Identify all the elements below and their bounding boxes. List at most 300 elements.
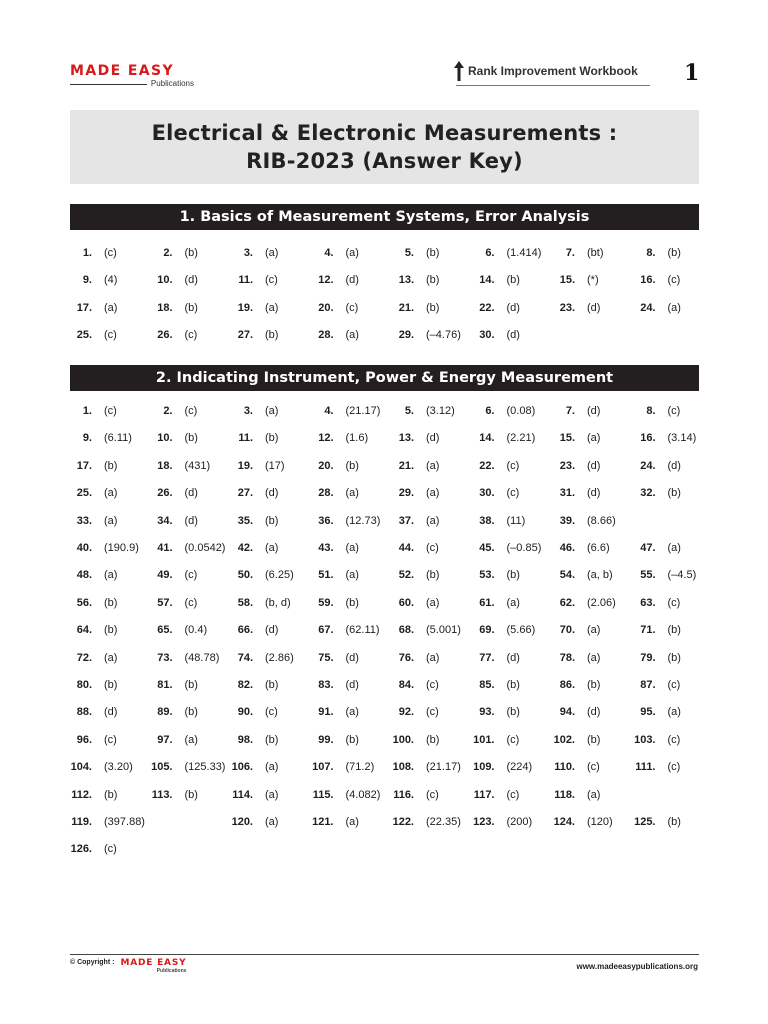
question-number: 55.: [640, 569, 656, 582]
question-number: 22.: [479, 459, 495, 472]
answer-value: (190.9): [104, 542, 139, 554]
answer-value: (b): [184, 706, 198, 719]
answer-value: (c): [667, 679, 681, 691]
answer-value: (2.06): [587, 596, 616, 609]
question-number: 48.: [76, 569, 92, 582]
answer-value: (1.6): [345, 432, 369, 445]
question-number: 41.: [157, 542, 173, 554]
answer-value: (b): [506, 569, 520, 582]
answer-value: (b): [667, 651, 681, 664]
answer-value: (4): [104, 274, 118, 287]
question-number: 77.: [479, 651, 495, 664]
question-number: 80.: [76, 679, 92, 691]
question-number: 30.: [479, 487, 495, 500]
question-number: 65.: [157, 624, 173, 637]
question-number: 9.: [82, 432, 92, 445]
question-number: 16.: [640, 432, 656, 445]
answer-value: (c): [506, 788, 520, 801]
answer-value: (b): [265, 329, 279, 342]
answer-value: (b): [345, 596, 359, 609]
answer-value: (d): [184, 514, 198, 527]
question-number: 31.: [559, 487, 575, 500]
answer-value: (b): [345, 459, 359, 472]
question-number: 40.: [76, 542, 92, 554]
question-number: 110.: [554, 761, 575, 774]
question-number: 87.: [640, 679, 656, 691]
question-number: 95.: [640, 706, 656, 719]
question-number: 113.: [151, 788, 173, 801]
answer-value: (a): [104, 651, 118, 664]
question-number: 75.: [318, 651, 334, 664]
answer-value: (b): [426, 569, 440, 582]
answer-value: (d): [506, 329, 520, 342]
answer-value: (a): [587, 624, 601, 637]
question-number: 15.: [559, 274, 575, 287]
question-number: 20.: [318, 459, 334, 472]
answer-value: (2.21): [506, 432, 536, 445]
answer-value: (c): [104, 843, 117, 856]
answer-value: (b): [265, 432, 279, 445]
answer-value: (b): [184, 679, 198, 691]
answer-value: (a): [265, 405, 279, 417]
question-number: 52.: [398, 569, 414, 582]
question-number: 94.: [559, 706, 575, 719]
answer-value: (c): [104, 405, 117, 417]
answer-value: (b): [587, 679, 601, 691]
question-number: 125.: [634, 816, 656, 828]
question-number: 59.: [318, 596, 334, 609]
answer-value: (0.08): [506, 405, 536, 417]
question-number: 116.: [393, 788, 414, 801]
answer-value: (17): [265, 459, 285, 472]
question-number: 91.: [318, 706, 334, 719]
answer-value: (c): [426, 706, 439, 719]
question-number: 9.: [82, 274, 92, 287]
question-number: 119.: [71, 816, 92, 828]
question-number: 23.: [559, 301, 575, 314]
question-number: 1.: [82, 405, 92, 417]
question-number: 23.: [559, 459, 575, 472]
answer-value: (a): [667, 301, 681, 314]
question-number: 120.: [231, 816, 253, 828]
answer-value: (b): [104, 679, 118, 691]
answer-value: (b): [667, 247, 681, 259]
question-number: 25.: [76, 329, 92, 342]
answer-value: (22.35): [426, 816, 461, 828]
question-number: 28.: [318, 487, 334, 500]
question-number: 63.: [640, 596, 656, 609]
question-number: 88.: [76, 706, 92, 719]
question-number: 83.: [318, 679, 334, 691]
question-number: 62.: [559, 596, 575, 609]
question-number: 6.: [485, 247, 495, 259]
answer-value: (b): [667, 624, 681, 637]
question-number: 8.: [646, 247, 656, 259]
question-number: 106.: [231, 761, 253, 774]
question-number: 98.: [237, 733, 253, 746]
footer-logo: [120, 959, 186, 975]
question-number: 68.: [398, 624, 414, 637]
question-number: 51.: [318, 569, 334, 582]
question-number: 104.: [70, 761, 92, 774]
question-number: 109.: [473, 761, 495, 774]
answer-value: (a): [426, 459, 440, 472]
question-number: 21.: [398, 301, 414, 314]
question-number: 29.: [398, 487, 414, 500]
question-number: 114.: [232, 788, 253, 801]
question-number: 12.: [318, 274, 334, 287]
question-number: 4.: [324, 405, 334, 417]
answer-value: (a): [667, 542, 681, 554]
answer-value: (c): [265, 274, 278, 287]
question-number: 66.: [237, 624, 253, 637]
answer-value: (a): [345, 706, 359, 719]
question-number: 123.: [473, 816, 495, 828]
question-number: 30.: [479, 329, 495, 342]
question-number: 74.: [237, 651, 253, 664]
answer-value: (c): [265, 706, 278, 719]
question-number: 26.: [157, 487, 173, 500]
answer-value: (a): [506, 596, 520, 609]
answer-value: (b): [184, 788, 198, 801]
answer-value: (b): [104, 624, 118, 637]
question-number: 11.: [238, 274, 253, 287]
question-number: 56.: [76, 596, 92, 609]
answer-value: (d): [587, 301, 601, 314]
question-number: 69.: [479, 624, 495, 637]
question-number: 71.: [640, 624, 656, 637]
answer-value: (d): [345, 651, 359, 664]
question-number: 18.: [157, 459, 173, 472]
question-number: 50.: [237, 569, 253, 582]
page-number: 1: [684, 60, 700, 86]
footer-url: www.madeeasypublications.org: [576, 962, 698, 971]
question-number: 14.: [479, 274, 495, 287]
answer-value: (c): [184, 329, 198, 342]
question-number: 6.: [485, 405, 495, 417]
question-number: 2.: [163, 405, 173, 417]
answer-value: (2.86): [265, 651, 294, 664]
answer-value: (c): [426, 542, 439, 554]
question-number: 99.: [318, 733, 334, 746]
answer-value: (62.11): [345, 624, 380, 637]
answer-value: (b): [667, 816, 681, 828]
answer-value: (c): [506, 459, 520, 472]
question-number: 82.: [237, 679, 253, 691]
answer-value: (b): [104, 788, 118, 801]
question-number: 27.: [237, 329, 253, 342]
answer-value: (d): [587, 459, 601, 472]
question-number: 79.: [640, 651, 656, 664]
question-number: 3.: [243, 247, 253, 259]
question-number: 20.: [318, 301, 334, 314]
answer-value: (c): [506, 733, 520, 746]
answer-value: (c): [184, 569, 198, 582]
answer-value: (1.414): [506, 247, 542, 259]
answer-value: (11): [506, 514, 526, 527]
answer-value: (b): [345, 733, 359, 746]
question-number: 42.: [237, 542, 253, 554]
answer-value: (6.11): [104, 432, 132, 445]
footer-divider: [70, 954, 699, 955]
answer-value: (d): [184, 487, 198, 500]
answer-value: (a): [265, 761, 279, 774]
answer-value: (b): [506, 706, 520, 719]
question-number: 90.: [237, 706, 253, 719]
answer-value: (a): [104, 487, 118, 500]
answer-value: (a): [345, 247, 359, 259]
question-number: 46.: [559, 542, 575, 554]
answer-value: (b): [426, 247, 440, 259]
answer-value: (3.14): [667, 432, 697, 445]
question-number: 121.: [312, 816, 334, 828]
answer-value: (a): [426, 651, 440, 664]
answer-value: (c): [667, 405, 681, 417]
question-number: 7.: [565, 247, 575, 259]
answer-value: (0.0542): [184, 542, 226, 554]
answer-value: (a): [345, 816, 359, 828]
answer-value: (3.12): [426, 405, 455, 417]
question-number: 58.: [237, 596, 253, 609]
answer-value: (b): [184, 247, 198, 259]
copyright-text: © Copyright :: [70, 959, 115, 966]
answer-value: (3.20): [104, 761, 133, 774]
answer-value: (8.66): [587, 514, 616, 527]
question-number: 105.: [151, 761, 173, 774]
answer-value: (c): [506, 487, 520, 500]
question-number: 16.: [640, 274, 656, 287]
section-2-heading: 2. Indicating Instrument, Power & Energy Measurement: [70, 365, 699, 391]
answer-value: (b): [104, 459, 118, 472]
question-number: 103.: [634, 733, 656, 746]
question-number: 27.: [237, 487, 253, 500]
question-number: 85.: [479, 679, 495, 691]
question-number: 10.: [157, 274, 173, 287]
question-number: 86.: [559, 679, 575, 691]
answer-value: (a): [184, 733, 198, 746]
answer-value: (b): [506, 679, 520, 691]
answer-value: (c): [345, 301, 359, 314]
question-number: 70.: [559, 624, 575, 637]
question-number: 84.: [398, 679, 414, 691]
page-title-line-2: RIB-2023 (Answer Key): [246, 149, 523, 173]
question-number: 61.: [479, 596, 495, 609]
question-number: 101.: [473, 733, 495, 746]
answer-value: (a): [265, 247, 279, 259]
question-number: 2.: [163, 247, 173, 259]
question-number: 112.: [71, 788, 92, 801]
question-number: 29.: [398, 329, 414, 342]
answer-value: (c): [426, 788, 439, 801]
question-number: 89.: [157, 706, 173, 719]
answer-value: (a): [265, 816, 279, 828]
question-number: 72.: [76, 651, 92, 664]
answer-value: (397.88): [104, 816, 145, 828]
question-number: 18.: [157, 301, 173, 314]
question-number: 78.: [559, 651, 575, 664]
answer-value: (b): [265, 679, 279, 691]
answer-value: (c): [104, 733, 117, 746]
footer-logo-text: MADE EASY: [120, 958, 187, 968]
answer-value: (c): [587, 761, 600, 774]
workbook-title: Rank Improvement Workbook: [468, 64, 638, 78]
answer-value: (431): [184, 459, 211, 472]
question-number: 21.: [398, 459, 414, 472]
question-number: 19.: [237, 459, 253, 472]
question-number: 117.: [473, 788, 495, 801]
answer-value: (6.6): [587, 542, 610, 554]
question-number: 26.: [157, 329, 173, 342]
answer-value: (a): [345, 569, 359, 582]
question-number: 102.: [553, 733, 575, 746]
question-number: 49.: [157, 569, 173, 582]
answer-value: (–4.5): [667, 569, 697, 582]
answer-value: (d): [506, 651, 520, 664]
question-number: 73.: [157, 651, 173, 664]
question-number: 1.: [82, 247, 92, 259]
question-number: 5.: [404, 247, 414, 259]
answer-value: (d): [587, 487, 601, 500]
answer-value: (a): [426, 514, 440, 527]
answer-value: (*): [587, 274, 599, 287]
question-number: 25.: [76, 487, 92, 500]
answer-value: (d): [587, 706, 601, 719]
answer-value: (c): [667, 274, 681, 287]
question-number: 54.: [559, 569, 575, 582]
answer-value: (a): [587, 651, 601, 664]
question-number: 10.: [157, 432, 173, 445]
question-number: 13.: [398, 432, 414, 445]
answer-value: (d): [345, 679, 359, 691]
answer-value: (b): [184, 432, 198, 445]
answer-value: (6.25): [265, 569, 294, 582]
answer-value: (a): [104, 301, 118, 314]
question-number: 34.: [157, 514, 173, 527]
page-title-line-1: Electrical & Electronic Measurements :: [151, 121, 618, 145]
answer-value: (–0.85): [506, 542, 542, 554]
question-number: 122.: [392, 816, 414, 828]
answer-value: (a): [265, 542, 279, 554]
answer-value: (b): [104, 596, 118, 609]
answer-value: (b): [265, 733, 279, 746]
answer-value: (48.78): [184, 651, 220, 664]
question-number: 118.: [554, 788, 575, 801]
question-number: 38.: [479, 514, 495, 527]
section-2-answer-grid: [70, 0, 699, 1024]
answer-value: (c): [426, 679, 439, 691]
answer-value: (a): [426, 596, 440, 609]
question-number: 8.: [646, 405, 656, 417]
question-number: 97.: [157, 733, 173, 746]
question-number: 76.: [398, 651, 414, 664]
answer-value: (d): [506, 301, 520, 314]
question-number: 47.: [640, 542, 656, 554]
question-number: 35.: [237, 514, 253, 527]
answer-value: (b): [184, 301, 198, 314]
question-number: 24.: [640, 459, 656, 472]
question-number: 111.: [635, 761, 656, 774]
answer-value: (120): [587, 816, 613, 828]
question-number: 33.: [76, 514, 92, 527]
answer-value: (5.001): [426, 624, 461, 637]
question-number: 92.: [398, 706, 414, 719]
answer-value: (b): [426, 274, 440, 287]
question-number: 14.: [479, 432, 495, 445]
answer-value: (d): [426, 432, 440, 445]
question-number: 107.: [312, 761, 334, 774]
answer-value: (b): [426, 733, 440, 746]
answer-value: (bt): [587, 247, 604, 259]
question-number: 3.: [243, 405, 253, 417]
answer-value: (a, b): [587, 569, 613, 582]
answer-value: (a): [265, 788, 279, 801]
answer-value: (0.4): [184, 624, 208, 637]
question-number: 32.: [640, 487, 656, 500]
answer-value: (c): [104, 329, 117, 342]
question-number: 17.: [76, 301, 92, 314]
question-number: 13.: [398, 274, 414, 287]
question-number: 53.: [479, 569, 495, 582]
answer-value: (d): [345, 274, 359, 287]
answer-value: (125.33): [184, 761, 226, 774]
answer-value: (b): [265, 514, 279, 527]
footer-copyright: [70, 959, 186, 975]
answer-value: (d): [104, 706, 118, 719]
answer-value: (c): [104, 247, 117, 259]
question-number: 93.: [479, 706, 495, 719]
answer-value: (b): [426, 301, 440, 314]
question-number: 15.: [559, 432, 575, 445]
answer-value: (d): [265, 624, 279, 637]
answer-value: (d): [184, 274, 198, 287]
question-number: 115.: [312, 788, 334, 801]
answer-value: (200): [506, 816, 533, 828]
logo-subtitle: Publications: [150, 79, 194, 88]
answer-value: (c): [667, 761, 681, 774]
answer-value: (b): [587, 733, 601, 746]
footer-logo-subtitle: Publications: [156, 968, 187, 974]
answer-value: (21.17): [426, 761, 461, 774]
question-number: 126.: [70, 843, 92, 856]
question-number: 67.: [318, 624, 334, 637]
question-number: 108.: [392, 761, 414, 774]
question-number: 43.: [318, 542, 334, 554]
question-number: 81.: [157, 679, 173, 691]
question-number: 57.: [157, 596, 173, 609]
answer-value: (5.66): [506, 624, 536, 637]
answer-value: (a): [345, 487, 359, 500]
question-number: 19.: [237, 301, 253, 314]
logo-text: MADE EASY: [70, 63, 175, 79]
answer-value: (12.73): [345, 514, 381, 527]
answer-value: (a): [587, 432, 601, 445]
answer-value: (224): [506, 761, 533, 774]
answer-value: (b): [667, 487, 681, 500]
answer-value: (c): [184, 405, 198, 417]
question-number: 64.: [76, 624, 92, 637]
question-number: 28.: [318, 329, 334, 342]
answer-value: (21.17): [345, 405, 381, 417]
answer-value: (d): [587, 405, 601, 417]
answer-value: (–4.76): [426, 329, 461, 342]
answer-value: (b): [506, 274, 520, 287]
answer-value: (c): [667, 733, 681, 746]
question-number: 45.: [479, 542, 495, 554]
question-number: 22.: [479, 301, 495, 314]
section-1-heading: 1. Basics of Measurement Systems, Error Analysis: [70, 204, 699, 230]
question-number: 11.: [238, 432, 253, 445]
question-number: 17.: [76, 459, 92, 472]
